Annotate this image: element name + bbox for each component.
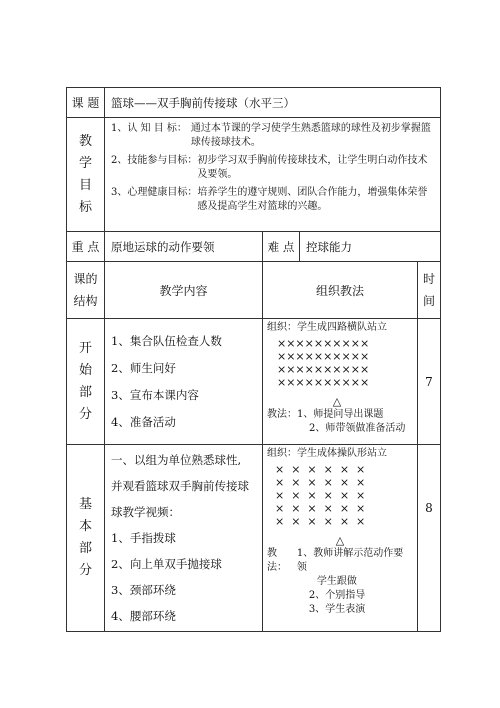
goals-label-char: 学 xyxy=(78,155,92,171)
method-header: 组织教法 xyxy=(263,262,418,319)
section-char: 开 xyxy=(78,340,92,356)
content-item: 4、准备活动 xyxy=(111,414,176,429)
goals-label-char: 教 xyxy=(78,133,92,149)
method-list xyxy=(297,408,405,436)
section-char: 分 xyxy=(78,563,92,578)
goal-num: 1、 xyxy=(111,123,128,134)
teacher-position-icon: △ xyxy=(335,534,345,547)
content-item: 2、向上单双手抛接球 xyxy=(111,557,222,571)
goal-head: 技能参与目标： xyxy=(127,155,198,166)
method-item: 2、个别指导 xyxy=(308,590,366,601)
section-char: 部 xyxy=(78,384,92,400)
key-label: 重 点 xyxy=(67,232,105,262)
formation-row: ×××××××××× xyxy=(277,350,370,363)
formation-row: × × × × × × xyxy=(275,515,366,528)
content-item: 3、宣布本课内容 xyxy=(111,387,199,402)
goal-body: 初步学习双手胸前传接球技术，让学生明白动作技术及要领。 xyxy=(197,155,428,180)
basic-section-label xyxy=(67,445,105,632)
start-content xyxy=(105,319,263,445)
goal-body: 通过本节课的学习使学生熟悉篮球的球性及初步掌握篮球传接球技术。 xyxy=(190,123,431,148)
goal-item xyxy=(111,154,434,182)
teacher-position-icon: △ xyxy=(332,395,342,408)
section-char: 本 xyxy=(78,519,92,534)
method-list xyxy=(297,547,413,617)
basic-time: 8 xyxy=(418,445,441,632)
start-method xyxy=(263,319,418,445)
content-item: 并观看篮球双手胸前传接球 xyxy=(111,479,249,493)
formation-row: × × × × × × xyxy=(275,502,366,515)
topic-row xyxy=(67,88,441,118)
method-label: 教法： xyxy=(267,409,297,420)
start-section-row xyxy=(67,319,441,445)
start-time: 7 xyxy=(418,319,441,445)
section-char: 基 xyxy=(78,497,92,512)
content-item: 3、颈部环绕 xyxy=(111,583,176,597)
goal-num: 3、 xyxy=(111,187,128,198)
goal-num: 2、 xyxy=(111,155,128,166)
start-section-label xyxy=(67,319,105,445)
method-block xyxy=(267,547,413,617)
content-item: 1、手指拨球 xyxy=(111,531,176,545)
section-char: 分 xyxy=(78,406,92,422)
section-char: 始 xyxy=(78,362,92,378)
formation-row: ×××××××××× xyxy=(277,337,370,350)
time-header: 时间 xyxy=(418,262,441,319)
formation-row: × × × × × × xyxy=(275,489,366,502)
formation-row: × × × × × × xyxy=(275,463,366,476)
goals-label xyxy=(67,118,105,232)
basic-method xyxy=(263,445,418,632)
content-item: 球教学视频： xyxy=(111,505,180,519)
org-title: 组织：学生成体操队形站立 xyxy=(267,448,387,459)
goals-label-char: 标 xyxy=(78,199,92,215)
goals-list xyxy=(105,118,441,232)
formation-row: × × × × × × xyxy=(275,476,366,489)
topic-value: 篮球——双手胸前传接球（水平三） xyxy=(105,88,441,118)
goal-body: 培养学生的遵守规则、团队合作能力，增强集体荣誉感及提高学生对篮球的兴趣。 xyxy=(197,187,428,212)
lesson-plan-table xyxy=(66,87,440,632)
section-char: 部 xyxy=(78,541,92,556)
method-item: 1、教师讲解示范动作要领 xyxy=(296,548,404,573)
difficulty-value: 控球能力 xyxy=(300,232,441,262)
method-item: 2、师带领做准备活动 xyxy=(309,423,406,434)
goal-item xyxy=(111,122,434,150)
key-value: 原地运球的动作要领 xyxy=(105,232,263,262)
formation-row: ×××××××××× xyxy=(277,376,370,389)
content-item: 1、集合队伍检查人数 xyxy=(111,333,222,348)
goal-head: 心理健康目标： xyxy=(127,187,198,198)
method-label: 教法： xyxy=(267,548,287,573)
method-item: 1、师提问导出课题 xyxy=(297,409,384,420)
org-title: 组织：学生成四路横队站立 xyxy=(267,322,387,333)
content-header: 教学内容 xyxy=(105,262,263,319)
method-item: 3、学生表演 xyxy=(308,604,366,615)
formation-grid xyxy=(267,337,413,389)
basic-content xyxy=(105,445,263,632)
goals-row xyxy=(67,118,441,232)
method-block xyxy=(267,408,413,436)
formation-row: ×××××××××× xyxy=(277,363,370,376)
structure-header-row xyxy=(67,262,441,319)
goals-label-char: 目 xyxy=(78,177,92,193)
content-item: 4、腰部环绕 xyxy=(111,609,176,623)
content-item: 一、以组为单位熟悉球性, xyxy=(111,453,242,467)
method-item: 学生跟做 xyxy=(316,576,357,587)
formation-grid xyxy=(267,463,413,528)
goal-item xyxy=(111,186,434,214)
key-row xyxy=(67,232,441,262)
content-item: 2、师生问好 xyxy=(111,360,176,375)
structure-header: 课的结构 xyxy=(67,262,105,319)
topic-label: 课 题 xyxy=(67,88,105,118)
goal-head: 认 知 目 标： xyxy=(127,123,187,134)
basic-section-row xyxy=(67,445,441,632)
difficulty-label: 难 点 xyxy=(263,232,300,262)
